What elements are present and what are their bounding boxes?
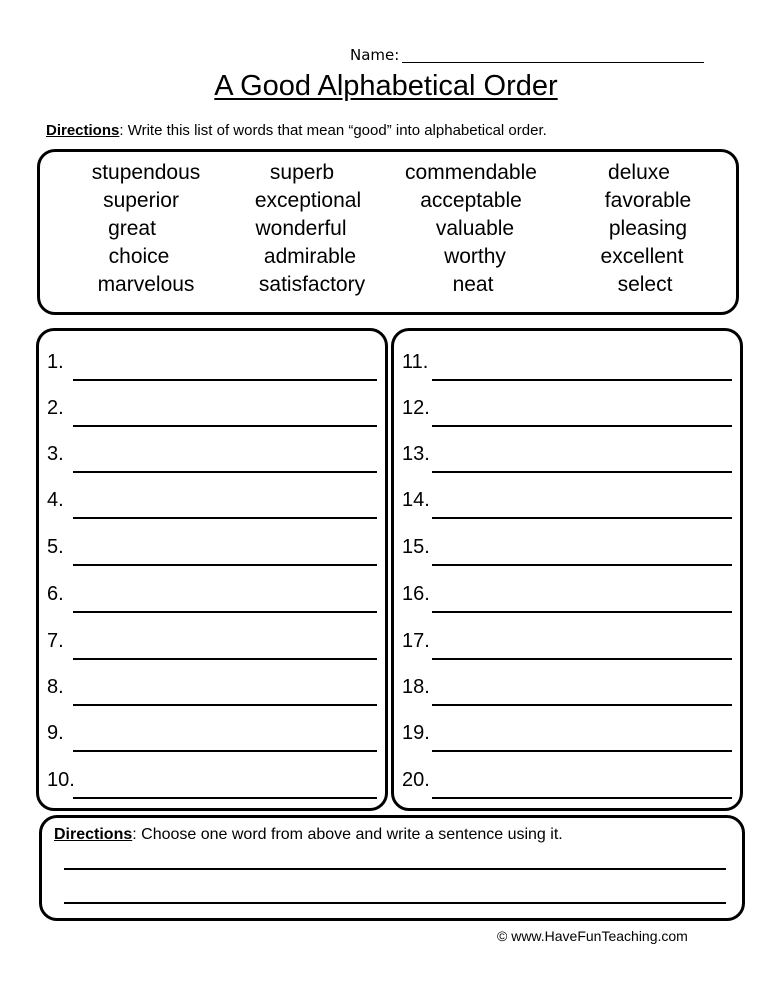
word-bank-item: stupendous xyxy=(91,161,201,184)
answer-row xyxy=(402,769,732,797)
answer-number: 12. xyxy=(402,397,430,419)
answer-number: 20. xyxy=(402,769,430,791)
answer-row xyxy=(47,769,377,797)
answer-row xyxy=(47,630,377,658)
name-label: Name: xyxy=(350,46,400,64)
word-bank-item: neat xyxy=(452,273,494,296)
answer-line[interactable] xyxy=(73,425,377,427)
answer-line[interactable] xyxy=(432,658,732,660)
answers-left-box xyxy=(36,328,388,811)
word-bank-item: satisfactory xyxy=(258,273,366,296)
answer-number: 4. xyxy=(47,489,64,511)
word-bank-item: commendable xyxy=(405,161,537,184)
answer-number: 1. xyxy=(47,351,64,373)
word-bank-item: deluxe xyxy=(608,161,670,184)
answer-line[interactable] xyxy=(432,471,732,473)
answer-row xyxy=(402,351,732,379)
answer-row xyxy=(47,443,377,471)
answer-number: 2. xyxy=(47,397,64,419)
answer-number: 5. xyxy=(47,536,64,558)
answer-row xyxy=(47,351,377,379)
answer-row xyxy=(402,630,732,658)
directions-text: : Write this list of words that mean “good” into alphabetical order. xyxy=(119,122,547,139)
answer-number: 9. xyxy=(47,722,64,744)
answer-number: 13. xyxy=(402,443,430,465)
sentence-line[interactable] xyxy=(64,868,726,870)
word-bank-item: favorable xyxy=(604,189,692,212)
word-bank-item: wonderful xyxy=(255,217,347,240)
answer-number: 14. xyxy=(402,489,430,511)
answer-row xyxy=(402,443,732,471)
word-bank-item: marvelous xyxy=(97,273,195,296)
answer-row xyxy=(47,536,377,564)
answer-number: 17. xyxy=(402,630,430,652)
answer-row xyxy=(402,583,732,611)
answer-row xyxy=(402,536,732,564)
name-field[interactable] xyxy=(350,44,710,68)
word-bank-item: choice xyxy=(108,245,170,268)
answer-row xyxy=(402,722,732,750)
directions-top xyxy=(46,122,547,139)
answer-row xyxy=(402,489,732,517)
answer-line[interactable] xyxy=(73,658,377,660)
sentence-line[interactable] xyxy=(64,902,726,904)
directions-label: Directions xyxy=(54,826,133,843)
answer-line[interactable] xyxy=(73,611,377,613)
answer-number: 11. xyxy=(402,351,429,373)
answer-number: 7. xyxy=(47,630,64,652)
answer-line[interactable] xyxy=(73,797,377,799)
answer-line[interactable] xyxy=(73,517,377,519)
answer-number: 18. xyxy=(402,676,430,698)
answer-number: 8. xyxy=(47,676,64,698)
answer-line[interactable] xyxy=(432,797,732,799)
answer-row xyxy=(402,676,732,704)
answer-number: 6. xyxy=(47,583,64,605)
answer-line[interactable] xyxy=(73,704,377,706)
answer-number: 3. xyxy=(47,443,64,465)
word-bank-item: valuable xyxy=(435,217,515,240)
answer-line[interactable] xyxy=(73,750,377,752)
answer-line[interactable] xyxy=(432,517,732,519)
answers-right-box xyxy=(391,328,743,811)
word-bank-item: admirable xyxy=(263,245,357,268)
name-line[interactable] xyxy=(402,62,704,63)
word-bank-box xyxy=(37,149,739,315)
answer-line[interactable] xyxy=(432,611,732,613)
answer-line[interactable] xyxy=(432,704,732,706)
directions-bottom xyxy=(54,826,563,844)
answer-line[interactable] xyxy=(73,471,377,473)
answer-number: 16. xyxy=(402,583,430,605)
word-bank-item: great xyxy=(108,217,156,240)
answer-row xyxy=(47,489,377,517)
answer-line[interactable] xyxy=(432,750,732,752)
directions-text: : Choose one word from above and write a sentence using it. xyxy=(132,826,563,843)
word-bank-item: excellent xyxy=(600,245,684,268)
word-bank-item: superb xyxy=(269,161,335,184)
word-bank-item: superior xyxy=(103,189,179,212)
answer-line[interactable] xyxy=(432,564,732,566)
answer-row xyxy=(47,722,377,750)
answer-line[interactable] xyxy=(73,564,377,566)
answer-number: 19. xyxy=(402,722,430,744)
word-bank-item: exceptional xyxy=(254,189,362,212)
answer-line[interactable] xyxy=(432,379,732,381)
copyright-footer: © www.HaveFunTeaching.com xyxy=(497,928,688,944)
answer-number: 15. xyxy=(402,536,430,558)
answer-row xyxy=(402,397,732,425)
directions-label: Directions xyxy=(46,122,120,139)
word-bank-item: select xyxy=(617,273,673,296)
word-bank-item: worthy xyxy=(444,245,506,268)
answer-row xyxy=(47,676,377,704)
worksheet-title: A Good Alphabetical Order xyxy=(214,70,558,102)
answer-number: 10. xyxy=(47,769,75,791)
sentence-box xyxy=(39,815,745,921)
answer-line[interactable] xyxy=(73,379,377,381)
answer-row xyxy=(47,583,377,611)
answer-row xyxy=(47,397,377,425)
answer-line[interactable] xyxy=(432,425,732,427)
word-bank-item: acceptable xyxy=(420,189,522,212)
word-bank-item: pleasing xyxy=(608,217,688,240)
